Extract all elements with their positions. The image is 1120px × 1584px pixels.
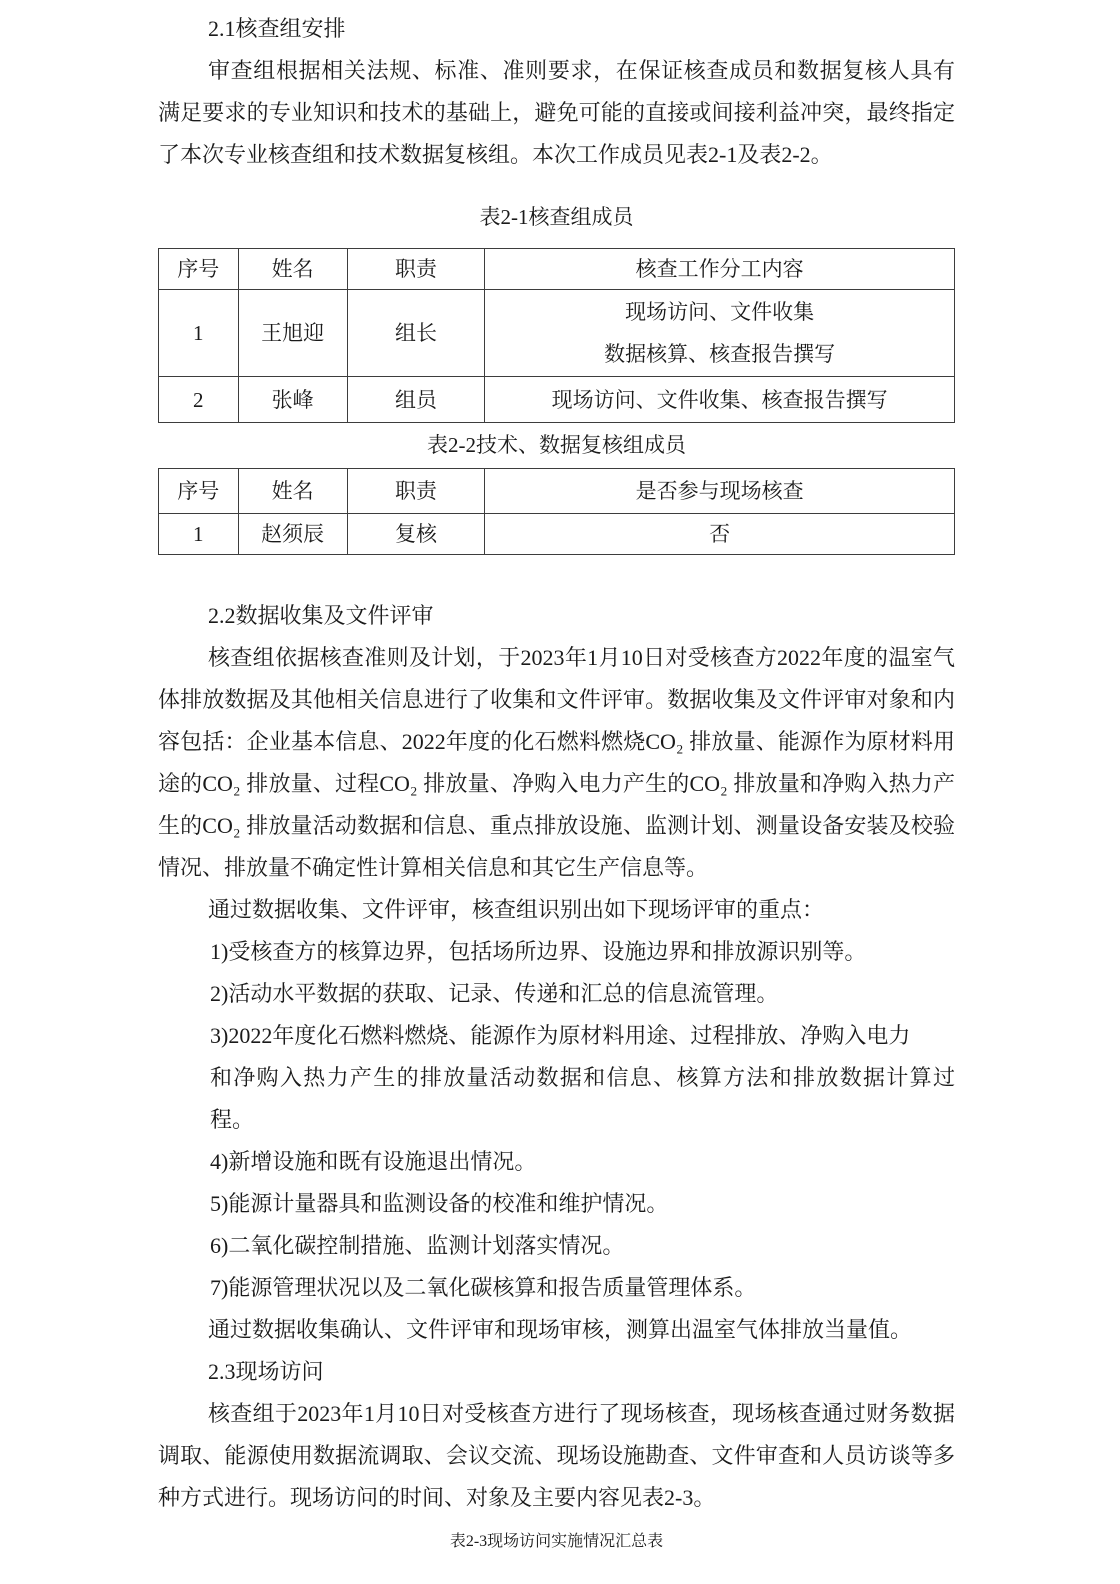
table-2-2-header-name: 姓名	[238, 469, 347, 514]
section-2-2-paragraph-2: 通过数据收集、文件评审，核查组识别出如下现场评审的重点：	[208, 897, 825, 922]
table-2-1-header-role: 职责	[347, 249, 485, 290]
table-2-1-caption: 表2-1核查组成员	[479, 205, 634, 229]
table-cell-duty: 现场访问、文件收集、核查报告撰写	[485, 377, 955, 423]
table-2-1-header-index: 序号	[159, 249, 239, 290]
section-2-3-heading: 2.3现场访问	[208, 1359, 324, 1384]
review-focus-item-1: 1)受核查方的核算边界，包括场所边界、设施边界和排放源识别等。	[210, 939, 867, 964]
table-cell-index: 1	[159, 514, 239, 555]
table-cell-onsite: 否	[485, 514, 955, 555]
table-cell-role: 组长	[347, 290, 485, 377]
section-2-1-heading: 2.1核查组安排	[208, 16, 346, 41]
duty-line-1: 现场访问、文件收集	[625, 300, 815, 324]
table-cell-role: 复核	[347, 514, 485, 555]
table-2-2	[158, 468, 955, 555]
table-cell-index: 2	[159, 377, 239, 423]
table-row	[159, 290, 955, 377]
review-focus-item-6: 6)二氧化碳控制措施、监测计划落实情况。	[210, 1233, 625, 1258]
table-row	[159, 377, 955, 423]
table-2-2-header-index: 序号	[159, 469, 239, 514]
table-cell-role: 组员	[347, 377, 485, 423]
table-2-2-header-onsite: 是否参与现场核查	[485, 469, 955, 514]
section-2-2-heading: 2.2数据收集及文件评审	[208, 603, 434, 628]
section-2-2-paragraph-3: 通过数据收集确认、文件评审和现场审核，测算出温室气体排放当量值。	[208, 1317, 913, 1342]
table-2-2-header-role: 职责	[347, 469, 485, 514]
review-focus-item-4: 4)新增设施和既有设施退出情况。	[210, 1149, 537, 1174]
review-focus-item-7: 7)能源管理状况以及二氧化碳核算和报告质量管理体系。	[210, 1275, 757, 1300]
table-2-2-header-row	[159, 469, 955, 514]
table-2-1	[158, 248, 955, 423]
table-2-3-caption: 表2-3现场访问实施情况汇总表	[449, 1533, 664, 1550]
duty-line-2: 数据核算、核查报告撰写	[604, 342, 836, 366]
table-row	[159, 514, 955, 555]
section-2-3-paragraph: 核查组于2023年1月10日对受核查方进行了现场核查，现场核查通过财务数据调取、能源使用数据流调取、会议交流、现场设施勘查、文件审查和人员访谈等多种方式进行。现场访问的时间、对象及主要内容见表2-3。	[158, 1401, 955, 1510]
section-2-1-paragraph: 审查组根据相关法规、标准、准则要求，在保证核查成员和数据复核人具有满足要求的专业知识和技术的基础上，避免可能的直接或间接利益冲突，最终指定了本次专业核查组和技术数据复核组。本次工作成员见表2-1及表2-2。	[158, 58, 955, 167]
section-2-2-paragraph-1: 核查组依据核查准则及计划，于2023年1月10日对受核查方2022年度的温室气体排放数据及其他相关信息进行了收集和文件评审。数据收集及文件评审对象和内容包括：企业基本信息、2022年度的化石燃料燃烧CO₂ 排放量、能源作为原材料用途的CO₂ 排放量、过程CO₂ 排放量、净购入电力产生的CO₂ 排放量和净购入热力产生的CO₂ 排放量活动数据和信息、重点排放设施、监测计划、测量设备安装及校验情况、排放量不确定性计算相关信息和其它生产信息等。	[158, 645, 955, 880]
table-2-1-header-duty: 核查工作分工内容	[485, 249, 955, 290]
table-cell-index: 1	[159, 290, 239, 377]
table-cell-name: 王旭迎	[238, 290, 347, 377]
table-2-2-caption: 表2-2技术、数据复核组成员	[427, 433, 686, 457]
table-cell-duty	[485, 290, 955, 377]
table-2-1-header-row	[159, 249, 955, 290]
review-focus-item-2: 2)活动水平数据的获取、记录、传递和汇总的信息流管理。	[210, 981, 779, 1006]
table-cell-name: 张峰	[238, 377, 347, 423]
review-focus-item-3-line-1: 3)2022年度化石燃料燃烧、能源作为原材料用途、过程排放、净购入电力	[210, 1023, 911, 1048]
table-2-1-header-name: 姓名	[238, 249, 347, 290]
table-cell-name: 赵须辰	[238, 514, 347, 555]
review-focus-item-5: 5)能源计量器具和监测设备的校准和维护情况。	[210, 1191, 669, 1216]
review-focus-item-3-line-2: 和净购入热力产生的排放量活动数据和信息、核算方法和排放数据计算过程。	[210, 1065, 955, 1132]
